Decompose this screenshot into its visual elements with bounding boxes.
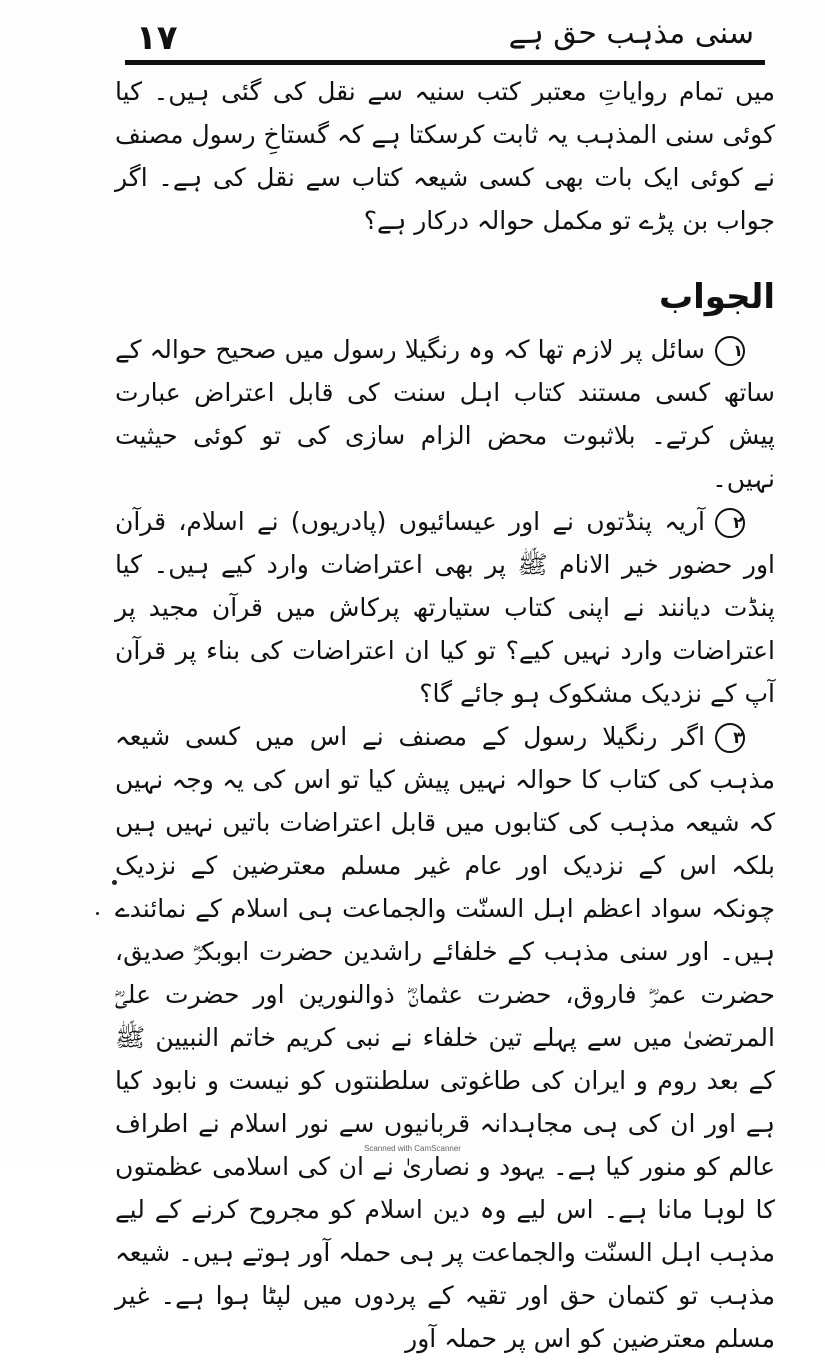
page-body — [115, 70, 775, 1360]
scan-speck — [112, 880, 117, 885]
header-rule — [125, 60, 765, 65]
page-header — [128, 14, 758, 58]
point-number-2: ۲ — [715, 508, 745, 538]
point-number-3: ۳ — [715, 723, 745, 753]
answer-point-1 — [115, 328, 775, 500]
point-text-2: آریہ پنڈتوں نے اور عیسائیوں (پادریوں) نے اسلام، قرآن اور حضور خیر الانام ﷺ پر بھی اعتراضات وارد کیے ہیں۔ کیا پنڈت دیانند نے اپنی کتاب ستیارتھ پرکاش میں قرآن مجید پر اعتراضات وارد نہیں کیے؟ تو کیا ان اعتراضات کی بناء پر قرآن آپ کے نزدیک مشکوک ہو جائے گا؟ — [115, 507, 775, 708]
intro-paragraph: میں تمام روایاتِ معتبر کتب سنیہ سے نقل کی گئی ہیں۔ کیا کوئی سنی المذہب یہ ثابت کرسکتا ہے کہ گستاخِ رسول مصنف نے کوئی ایک بات بھی کسی شیعہ کتاب سے نقل کی ہے۔ اگر جواب بن پڑے تو مکمل حوالہ درکار ہے؟ — [115, 77, 775, 235]
running-title: سنی مذہب حق ہے — [508, 16, 754, 51]
point-number-1: ۱ — [715, 336, 745, 366]
answer-heading: الجواب — [658, 277, 775, 317]
scan-speck — [96, 912, 99, 915]
answer-point-2 — [115, 500, 775, 715]
point-text-3: اگر رنگیلا رسول کے مصنف نے اس میں کسی شیعہ مذہب کی کتاب کا حوالہ نہیں پیش کیا تو اس کی یہ وجہ نہیں کہ شیعہ مذہب کی کتابوں میں قابل اعتراضات باتیں نہیں ہیں بلکہ اس کے نزدیک اور عام غیر مسلم معترضین کے نزدیک چونکہ سواد اعظم اہل السنّت والجماعت ہی اسلام کے نمائندے ہیں۔ اور سنی مذہب کے خلفائے راشدین حضرت ابوبکرؓ صدیق، حضرت عمرؓ فاروق، حضرت عثمانؓ ذوالنورین اور حضرت علیؓ المرتضیٰ میں سے پہلے تین خلفاء نے نبی کریم خاتم النبیین ﷺ کے بعد روم و ایران کی طاغوتی سلطنتوں کو نیست و نابود کیا ہے اور ان کی ہی مجاہدانہ قربانیوں سے نور اسلام نے اطراف عالم کو منور کیا ہے۔ یہود و نصاریٰ نے ان کی اسلامی عظمتوں کا لوہا مانا ہے۔ اس لیے وہ دین اسلام کو مجروح کرنے کے لیے مذہب اہل السنّت والجماعت پر ہی حملہ آور ہوتے ہیں۔ شیعہ مذہب تو کتمان حق اور تقیہ کے پردوں میں لپٹا ہوا ہے۔ غیر مسلم معترضین کو اس پر حملہ آور — [115, 722, 775, 1353]
scanner-watermark: Scanned with CamScanner — [364, 1144, 461, 1153]
point-text-1: سائل پر لازم تھا کہ وہ رنگیلا رسول میں صحیح حوالہ کے ساتھ کسی مستند کتاب اہل سنت کی قابل اعتراض عبارت پیش کرتے۔ بلاثبوت محض الزام سازی کی تو کوئی حیثیت نہیں۔ — [115, 335, 775, 493]
answer-point-3 — [115, 715, 775, 1360]
page-number: ۱۷ — [136, 18, 178, 58]
